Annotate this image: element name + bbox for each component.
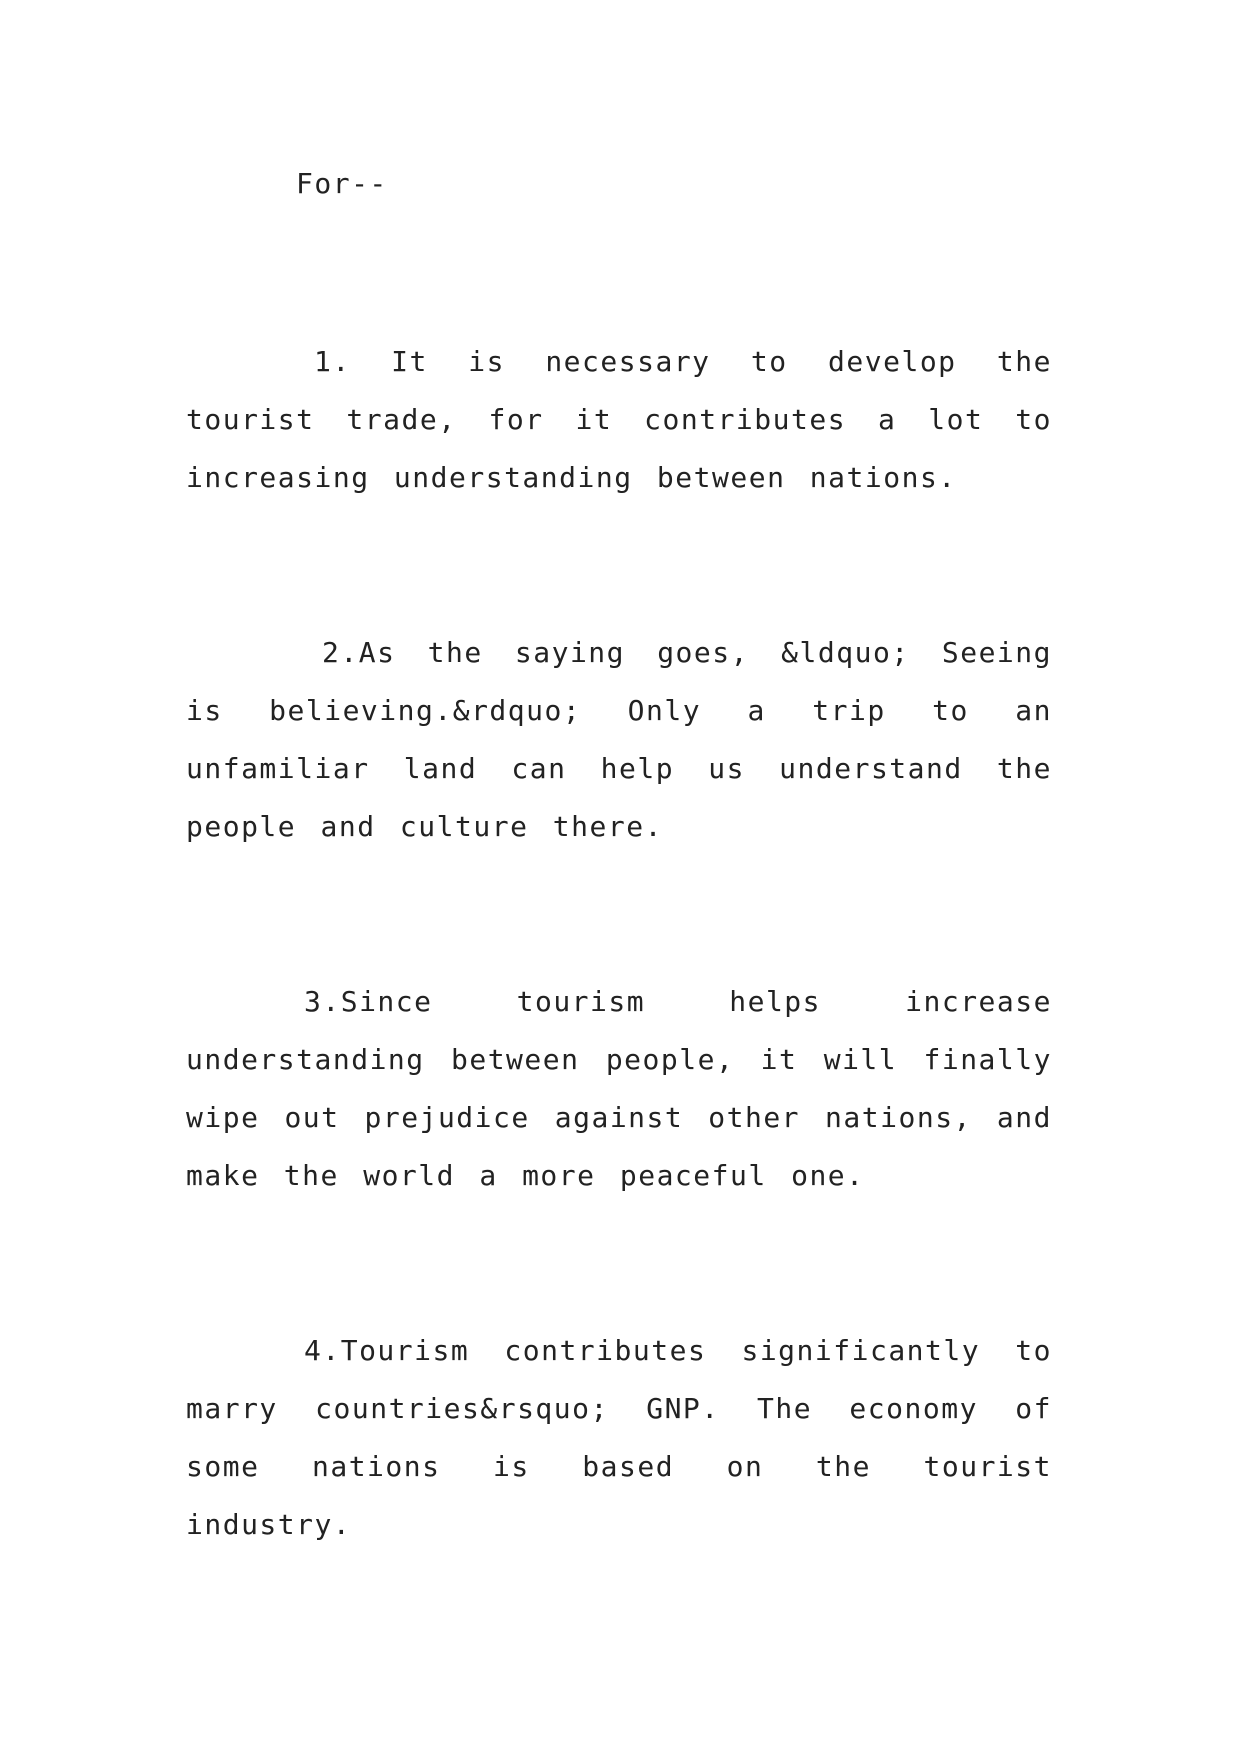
section-heading: For-- (296, 167, 388, 200)
paragraph-4: 4.Tourism contributes significantly to marry countries&rsquo; GNP. The economy of some nations is based on the tourist industry. (186, 1334, 1052, 1541)
paragraph-2: 2.As the saying goes, &ldquo; Seeing is believing.&rdquo; Only a trip to an unfamiliar land can help us understand the people and culture there. (186, 636, 1052, 843)
paragraph-3: 3.Since tourism helps increase understanding between people, it will finally wipe out prejudice against other nations, and make the world a more peaceful one. (186, 985, 1052, 1192)
paragraph-1: 1. It is necessary to develop the tourist trade, for it contributes a lot to increasing understanding between nations. (186, 345, 1052, 494)
